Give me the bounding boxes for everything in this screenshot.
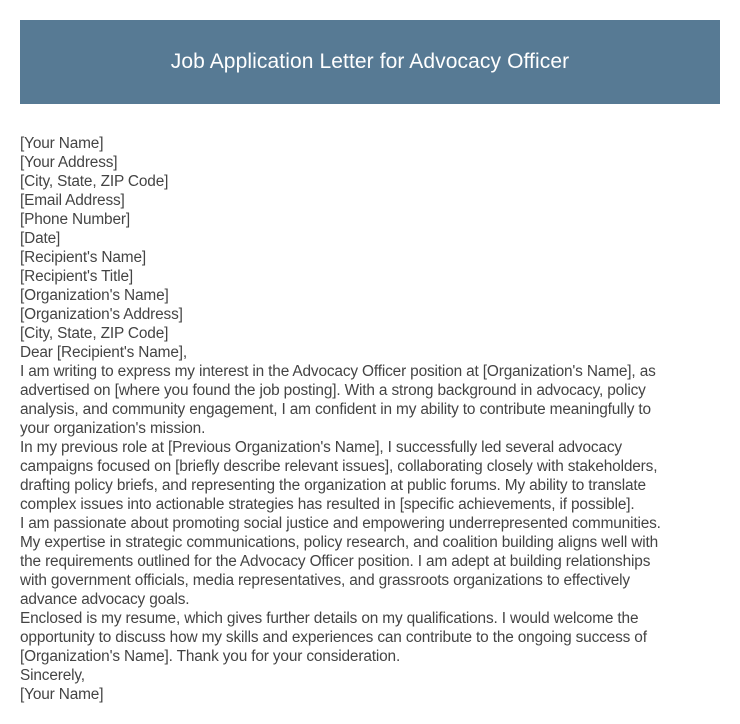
paragraph-line: complex issues into actionable strategies has resulted in [specific achievements, if possible].	[20, 496, 635, 513]
paragraph-line: I am passionate about promoting social justice and empowering underrepresented communities.	[20, 515, 661, 532]
sender-address: [Your Address]	[20, 154, 118, 171]
recipient-city-state-zip: [City, State, ZIP Code]	[20, 325, 169, 342]
letter-date: [Date]	[20, 230, 61, 247]
paragraph-passion	[20, 514, 720, 609]
paragraph-line: analysis, and community engagement, I am confident in my ability to contribute meaningfully to	[20, 401, 651, 418]
recipient-name: [Recipient's Name]	[20, 249, 146, 266]
recipient-organization: [Organization's Name]	[20, 287, 169, 304]
paragraph-line: with government officials, media representatives, and grassroots organizations to effectively	[20, 572, 630, 589]
paragraph-line: [Organization's Name]. Thank you for your consideration.	[20, 648, 401, 665]
letter-body	[20, 134, 720, 704]
sender-email: [Email Address]	[20, 192, 125, 209]
sender-city-state-zip: [City, State, ZIP Code]	[20, 173, 169, 190]
sender-phone: [Phone Number]	[20, 211, 130, 228]
paragraph-line: advance advocacy goals.	[20, 591, 190, 608]
title-banner	[20, 20, 720, 104]
recipient-title: [Recipient's Title]	[20, 268, 134, 285]
recipient-address: [Organization's Address]	[20, 306, 183, 323]
paragraph-line: In my previous role at [Previous Organization's Name], I successfully led several advocacy	[20, 439, 622, 456]
salutation: Dear [Recipient's Name],	[20, 344, 187, 361]
closing: Sincerely,	[20, 667, 85, 684]
paragraph-line: your organization's mission.	[20, 420, 206, 437]
sender-block	[20, 134, 720, 248]
paragraph-line: I am writing to express my interest in the Advocacy Officer position at [Organization's Name], as	[20, 363, 656, 380]
paragraph-intro	[20, 362, 720, 438]
sender-name: [Your Name]	[20, 135, 104, 152]
paragraph-line: drafting policy briefs, and representing the organization at public forums. My ability to translate	[20, 477, 646, 494]
paragraph-line: My expertise in strategic communications, policy research, and coalition building aligns well with	[20, 534, 658, 551]
paragraph-line: advertised on [where you found the job posting]. With a strong background in advocacy, policy	[20, 382, 646, 399]
paragraph-closing	[20, 609, 720, 666]
page-title: Job Application Letter for Advocacy Officer	[170, 50, 570, 73]
paragraph-line: opportunity to discuss how my skills and experiences can contribute to the ongoing success of	[20, 629, 647, 646]
signature: [Your Name]	[20, 686, 104, 703]
paragraph-line: the requirements outlined for the Advocacy Officer position. I am adept at building relationships	[20, 553, 651, 570]
recipient-block	[20, 248, 720, 343]
paragraph-line: campaigns focused on [briefly describe relevant issues], collaborating closely with stakeholders,	[20, 458, 658, 475]
paragraph-experience	[20, 438, 720, 514]
paragraph-line: Enclosed is my resume, which gives further details on my qualifications. I would welcome the	[20, 610, 639, 627]
